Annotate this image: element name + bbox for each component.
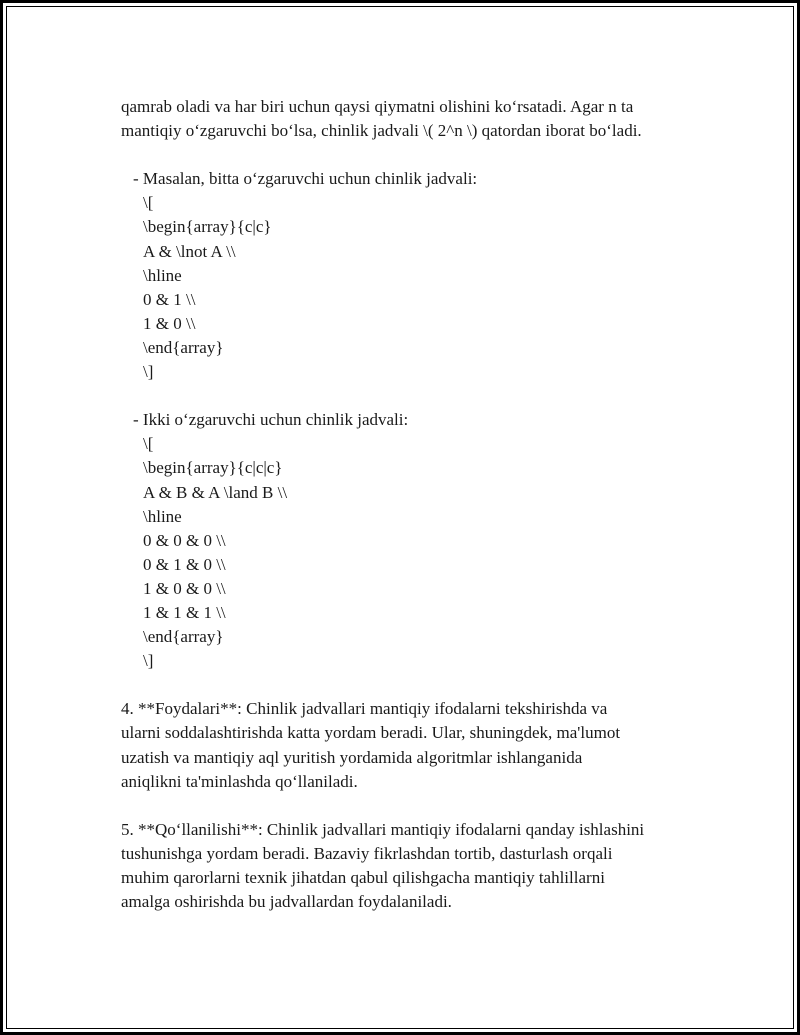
code-line: \] [143,651,154,671]
code-line: \end{array} [143,337,224,357]
spacer [121,384,701,408]
code-line: \hline [143,265,182,285]
code-line: 1 & 0 & 0 \\ [143,578,226,598]
code-line: \end{array} [143,627,224,647]
section-five-line: amalga oshirishda bu jadvallardan foydalaniladi. [121,892,452,912]
code-line: \] [143,362,154,382]
section-five-line: 5. **Qo‘llanilishi**: Chinlik jadvallari mantiqiy ifodalarni qanday ishlashini [121,819,645,839]
section-four-line: uzatish va mantiqiy aql yuritish yordamida algoritmlar ishlanganida [121,747,583,767]
section-five-line: muhim qarorlarni texnik jihatdan qabul qilishgacha mantiqiy tahlillarni [121,868,605,887]
code-line: A & \lnot A \\ [143,241,236,261]
code-line: \hline [143,506,182,526]
intro-line-1: qamrab oladi va har biri uchun qaysi qiymatni olishini ko‘rsatadi. Agar n ta [121,97,634,116]
code-line: 1 & 0 \\ [143,313,196,333]
code-line: \begin{array}{c|c} [143,217,272,237]
spacer [121,673,701,697]
document-body [121,95,701,914]
section-four-line: ularni soddalashtirishda katta yordam beradi. Ular, shuningdek, ma'lumot [121,723,621,743]
code-line: 1 & 1 & 1 \\ [143,602,226,622]
code-line: \[ [143,193,154,213]
spacer [121,143,701,167]
code-line: \[ [143,434,154,454]
section-five-line: tushunishga yordam beradi. Bazaviy fikrlashdan tortib, dasturlash orqali [121,843,613,863]
code-line: 0 & 0 & 0 \\ [143,530,226,550]
code-line: \begin{array}{c|c|c} [143,458,283,478]
example-two-heading: - Ikki o‘zgaruvchi uchun chinlik jadvali: [133,410,409,430]
code-line: 0 & 1 \\ [143,289,196,309]
code-line: A & B & A \land B \\ [143,482,288,502]
spacer [121,794,701,818]
section-four-line: aniqlikni ta'minlashda qo‘llaniladi. [121,771,358,791]
section-four-line: 4. **Foydalari**: Chinlik jadvallari mantiqiy ifodalarni tekshirishda va [121,699,608,719]
example-one-heading: - Masalan, bitta o‘zgaruvchi uchun chinlik jadvali: [133,169,478,189]
code-line: 0 & 1 & 0 \\ [143,554,226,574]
intro-line-2: mantiqiy o‘zgaruvchi bo‘lsa, chinlik jadvali \( 2^n \) qatordan iborat bo‘ladi. [121,121,642,141]
